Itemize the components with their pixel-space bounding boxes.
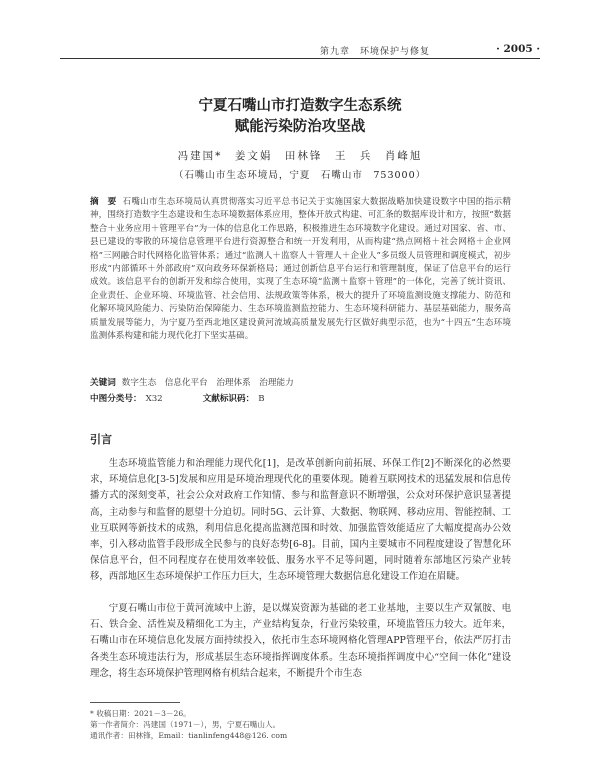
clc-code: X32 (145, 394, 163, 404)
author-list: 冯建国* 姜文娟 田林锋 王 兵 肖峰旭 (177, 150, 423, 162)
page-number: · 2005 · (496, 43, 540, 55)
doc-code: B (258, 394, 265, 404)
abstract (90, 196, 511, 343)
footnote-corresponding-author: 通讯作者：田林锋，Email：tianlinfeng448@126. com (90, 731, 288, 740)
section-heading-introduction: 引言 (90, 433, 112, 446)
doc-code-label: 文献标识码： (202, 394, 255, 404)
footnote-first-author: 第一作者简介：冯建国（1971－），男，宁夏石嘴山人。 (90, 720, 281, 729)
footnote-received-date: * 收稿日期：2021－3－26。 (90, 709, 191, 718)
classification-line (90, 392, 511, 404)
body-paragraph: 宁夏石嘴山市位于黄河流域中上游，是以煤炭资源为基础的老工业基地，主要以生产双氰胺、电石、铁合金、活性炭及精细化工为主，产业结构复杂，行业污染较重，环境监管压力较大。近年来，石嘴山市在环境信息化发展方面持续投入，依托市生态环境网格化管理APP管理平台，依法严厉打击各类生态环境违法行为，形成基层生态环境指挥调度体系。生态环境指挥调度中心“空间一体化”建设理念，将生态环境保护管理网格有机结合起来，不断提升个市生态 (90, 603, 511, 679)
affiliation: （石嘴山市生态环境局，宁夏 石嘴山市 753000） (173, 170, 427, 181)
abstract-label: 摘 要 (90, 197, 117, 207)
clc-label: 中图分类号： (90, 394, 142, 404)
running-header (60, 44, 540, 59)
keywords-text: 数字生态 信息化平台 治理体系 治理能力 (121, 378, 294, 388)
abstract-text: 石嘴山市生态环境局认真贯彻落实习近平总书记关于实施国家大数据战略加快建设数字中国的指示精神，围绕打造数字生态建设和生态环境数据体系应用，整体开放式构建、可汇条的数据库设计和方，按照“数据整合＋业务应用＋管理平台”为一体的信息化工作思路，积极推进生态环境数字化建设。通过对国家、省、市、县已建设的零散的环境信息管理平台进行资源整合和统一开发利用，从而构建“热点网格＋社会网格＋企业网格”三网融合时代网格化监管体系；通过“监测人＋监察人＋管理人＋企业人”多员级人员管理和调度模式，初步形成“内部循环＋外部政府”双向政务环保新格局；通过创新信息平台运行和管理制度，保证了信息平台的运行成效。该信息平台的创新开发和综合使用，实现了生态环境“监测＋监察＋管理”的一体化，完善了统计资讯、企业责任、企业环境、环境监管、社会信用、法规政策等体系，极大的提升了环境监测设施支撑能力、防范和化解环境风险能力、污染防治保障能力、生态环境监测监控能力、生态环境科研能力、基层基础能力，服务高质量发展等能力，为宁夏乃至西北地区建设黄河流域高质量发展先行区做好典型示范，也为“十四五”生态环境监测体系构建和能力现代化打下坚实基础。 (90, 197, 511, 342)
footnote-divider (90, 702, 180, 703)
paper-title-line-1: 宁夏石嘴山市打造数字生态系统 (198, 98, 402, 114)
header-section-title: 第九章 环境保护与修复 (319, 47, 430, 57)
keywords-label: 关键词 (90, 378, 116, 388)
paper-title-line-2: 赋能污染防治攻坚战 (234, 119, 366, 135)
keywords (90, 376, 511, 388)
body-paragraph: 生态环境监管能力和治理能力现代化[1]，是改革创新向前拓展、环保工作[2]不断深化的必然要求，环境信息化[3-5]发展和应用是环境治理现代化的重要体现。随着互联网技术的迅猛发展和信息传播方式的深刻变革，社会公众对政府工作知情、参与和监督意识不断增强，公众对环保护意识显著提高，主动参与和监督的愿望十分迫切。同时5G、云计算、大数据、物联网、移动应用、智能控制、工业互联网等新技术的成熟，利用信息化提高监测范围和时效、加强监管效能适应了大幅度提高办公效率，引入移动监管手段形成全民参与的良好态势[6-8]。目前，国内主要城市不同程度建设了智慧化环保信息平台，但不同程度存在使用效率较低、服务水平不足等问题，同时随着东部地区污染产业转移，西部地区生态环境保护工作压力巨大，生态环境管理大数据信息化建设工作迫在眉睫。 (90, 458, 511, 583)
